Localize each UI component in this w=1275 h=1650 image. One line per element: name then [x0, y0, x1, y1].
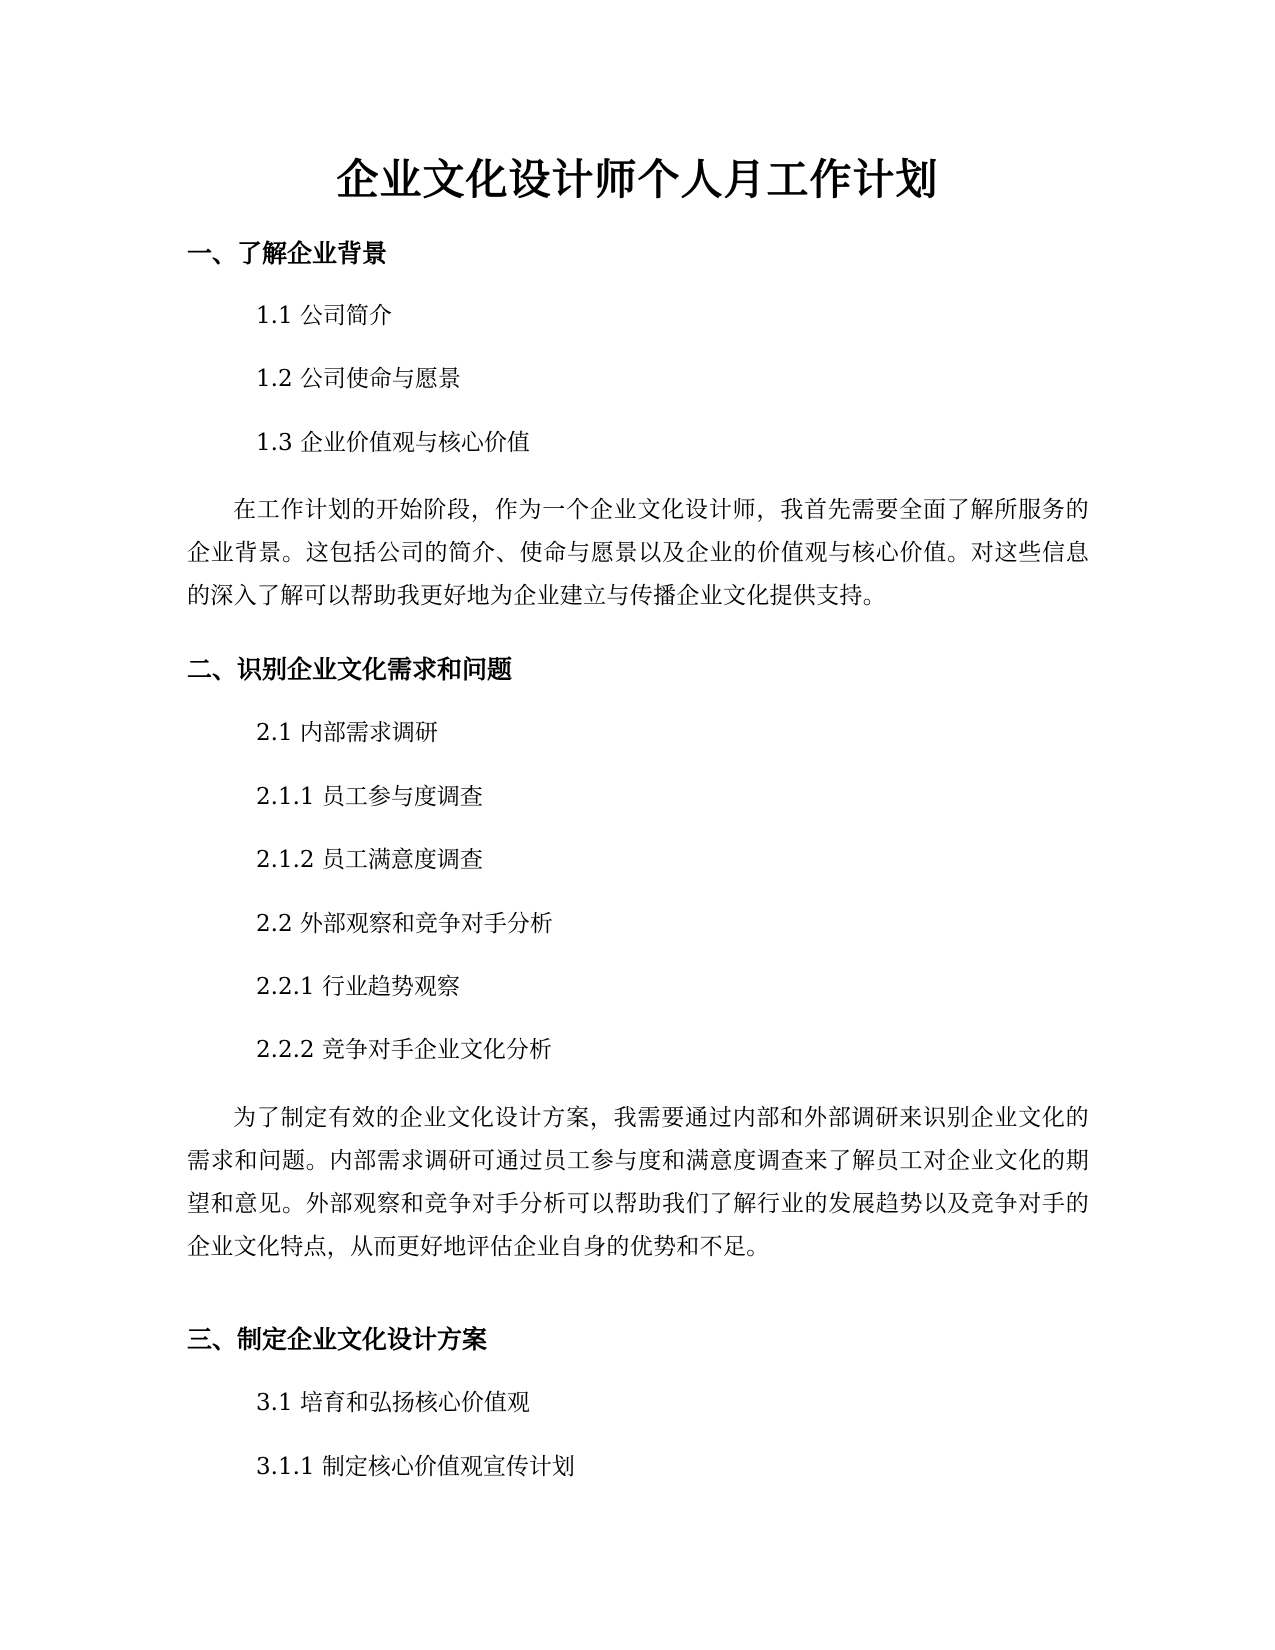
list-item: 2.1.1 员工参与度调查	[256, 784, 483, 810]
section-heading: 二、识别企业文化需求和问题	[187, 655, 513, 684]
list-item: 2.1 内部需求调研	[256, 720, 438, 746]
list-item: 1.1 公司简介	[256, 303, 392, 329]
section-paragraph: 为了制定有效的企业文化设计方案，我需要通过内部和外部调研来识别企业文化的需求和问题。内部需求调研可通过员工参与度和满意度调查来了解员工对企业文化的期望和意见。外部观察和竞争对手分析可以帮助我们了解行业的发展趋势以及竞争对手的企业文化特点，从而更好地评估企业自身的优势和不足。	[187, 1105, 1089, 1260]
section-heading: 三、制定企业文化设计方案	[187, 1325, 488, 1354]
list-item: 1.2 公司使命与愿景	[256, 366, 461, 392]
list-item: 3.1 培育和弘扬核心价值观	[256, 1390, 530, 1416]
page-title: 企业文化设计师个人月工作计划	[336, 155, 939, 204]
section-heading: 一、了解企业背景	[187, 239, 388, 268]
list-item: 2.1.2 员工满意度调查	[256, 847, 483, 873]
section-paragraph: 在工作计划的开始阶段，作为一个企业文化设计师，我首先需要全面了解所服务的企业背景。这包括公司的简介、使命与愿景以及企业的价值观与核心价值。对这些信息的深入了解可以帮助我更好地为企业建立与传播企业文化提供支持。	[187, 497, 1089, 609]
list-item: 2.2.2 竞争对手企业文化分析	[256, 1037, 552, 1063]
list-item: 2.2 外部观察和竞争对手分析	[256, 911, 553, 937]
list-item: 2.2.1 行业趋势观察	[256, 974, 460, 1000]
list-item: 3.1.1 制定核心价值观宣传计划	[256, 1454, 575, 1480]
list-item: 1.3 企业价值观与核心价值	[256, 430, 530, 456]
